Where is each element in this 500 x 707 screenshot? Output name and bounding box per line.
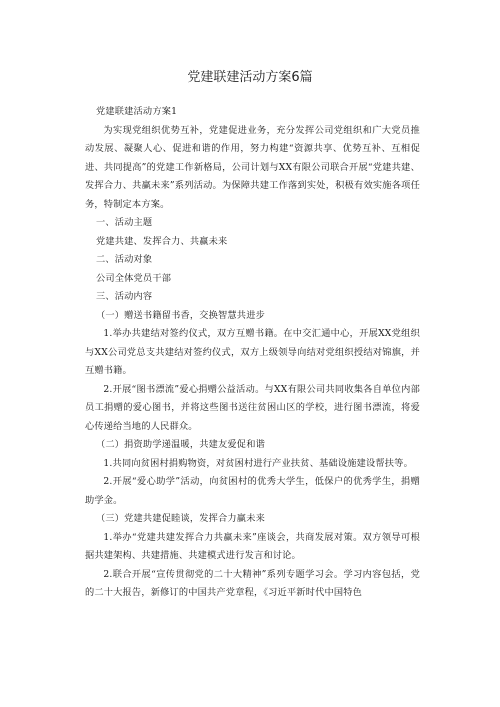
heading-theme: 一、活动主题 xyxy=(96,217,153,228)
paragraph-2-2: 2.开展“爱心助学”活动，向贫困村的优秀大学生，低保户的优秀学生，捐赠助学金。 xyxy=(85,476,420,506)
paragraph-1-1: 1.举办共建结对签约仪式，双方互赠书籍。在中交汇通中心，开展XX党组织与XX公司党总支共建结对签约仪式，双方上级领导向结对党组织授结对锦旗，并互赠书籍。 xyxy=(85,328,420,376)
paragraph-2-1: 1.共同向贫困村捐购物资，对贫困村进行产业扶贫、基础设施建设帮扶等。 xyxy=(103,457,413,469)
heading-content: 三、活动内容 xyxy=(96,291,153,302)
intro-paragraph: 为实现党组织优势互补，党建促进业务，充分发挥公司党组织和广大党员推动发展、凝聚人心、促进和谐的作用，努力构建“资源共享、优势互补、互相促进、共同提高”的党建工作新格局，公司计划与XX有限公司联合开展“党建共建、发挥合力、共赢未来”系列活动。为保障共建工作落到实处，积极有效实施各项任务，特制定本方案。 xyxy=(85,124,420,210)
document-title: 党建联建活动方案6篇 xyxy=(187,70,313,85)
theme-text: 党建共建、发挥合力、共赢未来 xyxy=(96,235,228,247)
document-body xyxy=(85,103,420,603)
paragraph-1-2: 2.开展“图书漂流”爱心捐赠公益活动。与XX有限公司共同收集各自单位内部员工捐赠的爱心图书，并将这些图书送往贫困山区的学校，进行图书漂流，将爱心传递给当地的人民群众。 xyxy=(85,383,420,432)
subheading-3: （三）党建共建促睦谈，发挥合力赢未来 xyxy=(96,513,265,524)
subheading-2: （二）捐资助学递温暖，共建友爱促和谐 xyxy=(96,439,265,450)
heading-audience: 二、活动对象 xyxy=(96,254,153,265)
subheading-1: （一）赠送书籍留书香，交换智慧共进步 xyxy=(96,309,265,321)
paragraph-3-2: 2.联合开展“宣传贯彻党的二十大精神”系列专题学习会。学习内容包括，党的二十大报告，新修订的中国共产党章程，《习近平新时代中国特色 xyxy=(85,568,420,598)
audience-text: 公司全体党员干部 xyxy=(96,272,172,284)
paragraph-3-1: 1.举办“党建共建发挥合力共赢未来”座谈会，共商发展对策。双方领导可根据共建架构、共建措施、共建模式进行发言和讨论。 xyxy=(85,531,420,561)
section-heading: 党建联建活动方案1 xyxy=(96,106,178,117)
